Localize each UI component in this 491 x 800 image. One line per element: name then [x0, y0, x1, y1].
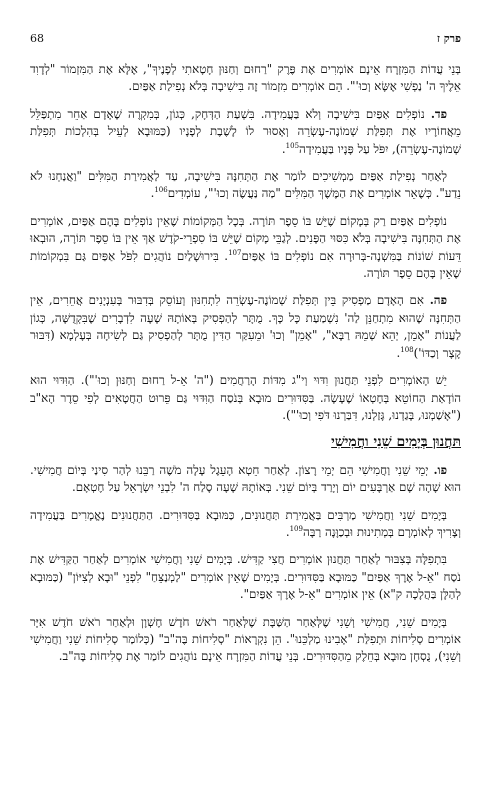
footnote-ref: 106: [154, 186, 168, 195]
paragraph-text: בְּיָמִים שֵׁנִי וַחֲמִישִׁי מַרְבִּים בַּאֲמִירַת תַּחֲנוּנִים, כַּמּוּבָא בַּסִּדּוּרִים. הַתַּחֲנוּנִים נֶאֱמָרִים בַּעֲמִידָה וְצָרִיךְ לְאוֹמְרָם בְּמְתִינוּת וּבְכַוָּנָה רַבָּה: [30, 507, 461, 539]
paragraph-text: בְּיָמִים שֵׁנִי, חֲמִישִׁי וְשֵׁנִי שֶׁלְּאַחַר הַשַּׁבָּת שֶׁלְּאַחַר רֹאשׁ חֹדֶשׁ חֶשְׁוָן וּלְאַחַר רֹאשׁ חֹדֶשׁ אִיָּר אוֹמְרִים סְלִיחוֹת וּתְפִלַּת "אָבִינוּ מַלְכֵּנוּ". הֵן נִקְרָאוֹת "סְלִיחוֹת בֶּה"ב" (כְּלוֹמַר סְלִיחוֹת שֵׁנִי וַחֲמִישִׁי וְשֵׁנִי), נֻסְחָן מוּבָא בְּחֵלֶק מֵהַסִּדּוּרִים. בְּנֵי עֲדוֹת הַמִּזְרָח אֵינָם נוֹהֲגִים לוֹמַר אֶת סְלִיחוֹת בֶּה"ב.: [30, 614, 461, 664]
paragraph-text: נוֹפְלִים אַפַּיִם רַק בְּמָקוֹם שֶׁיֵּשׁ בּוֹ סֵפֶר תּוֹרָה. בְּכָל הַמְּקוֹמוֹת שֶׁאֵין נוֹפְלִים בָּהֶם אַפַּיִם, אוֹמְרִים אֶת הַתְּחִנָּה בִּישִׁיבָה בְּלֹא כִּסּוּי הַפָּנִים. לְגַבֵּי מָקוֹם שֶׁיֵּשׁ בּוֹ סִפְרֵי-קֹדֶשׁ אַךְ אֵין בּוֹ סֵפֶר תּוֹרָה, הוּבְאוּ דֵּעוֹת שׁוֹנוֹת בַּמִּשְׁנָה-בְּרוּרָה אִם נוֹפְלִים בּוֹ אַפַּיִם: [30, 213, 461, 263]
footnote-ref: 109: [289, 525, 303, 534]
footnote-ref: 105: [285, 141, 300, 150]
paragraph: [30, 61, 461, 96]
paragraph: לְאַחַר נְפִילַת אַפַּיִם מַמְשִׁיכִים לוֹמַר אֶת הַתְּחִנָּה בִּישִׁיבָה, עַד לַאֲמִירַת הַמִּלִּים "וַאֲנַחְנוּ לֹא נֵדַע". כְּשֶׁאֵר אוֹמְרִים אֶת הַמֶּשֶׁךְ הַמִּלִּים "מַה נַּעֲשֶׂה וְכוּ'", עוֹמְדִים$^{106}$.: [30, 169, 461, 201]
paragraph-text: יְמֵי שֵׁנִי וַחֲמִישִׁי הֵם יְמֵי רָצוֹן. לְאַחַר חֵטְא הָעֵגֶל עָלָה מֹשֶׁה רַבֵּנוּ לְהַר סִינַי בְּיוֹם חֲמִישִׁי. הוּא שָׁהָה שָׁם אַרְבָּעִים יוֹם וְיָרַד בְּיוֹם שֵׁנִי. בְּאוֹתָהּ שָׁעָה סָלַח ה' לִבְנֵי יִשְׂרָאֵל עַל חֶטְאָם.: [30, 462, 461, 495]
body-text: [30, 61, 461, 666]
paragraph: [30, 614, 461, 666]
halakha-number: פה.: [429, 293, 447, 308]
paragraph-text: בְּנֵי עֲדוֹת הַמִּזְרָח אֵינָם אוֹמְרִים אֶת פֶּרֶק "רַחוּם וְחַנּוּן חָטָאתִי לְפָנֶיךָ", אֶלָּא אֶת הַמִּזְמוֹר "לְדָוִד אֵלֶיךָ ה' נַפְשִׁי אֶשָּׂא וְכוּ'". הֵם אוֹמְרִים מִזְמוֹר זֶה בִּישִׁיבָה בְּלֹא נְפִילַת אַפַּיִם.: [30, 62, 461, 94]
paragraph-text: בִּתְפִלָּה בְּצִבּוּר לְאַחַר תַּחֲנוּן אוֹמְרִים חֲצִי קַדִּישׁ. בְּיָמִים שֵׁנִי וַחֲמִישִׁי אוֹמְרִים לְאַחַר הַקַּדִּישׁ אֶת נֹסַח "אֵ-ל אֶרֶךְ אַפַּיִם" כַּמּוּבָא בַּסִּדּוּרִים. בְּיָמִים שֶׁאֵין אוֹמְרִים "לַמְנַצֵּחַ" לִפְנֵי "וּבָא לְצִיּוֹן" (כַּמּוּבָא לְהַלָּן בַּהֲלָכָה ק"א) אֵין אוֹמְרִים "אֵ-ל אֶרֶךְ אַפַּיִם".: [30, 552, 461, 602]
halakha-number: פו.: [433, 462, 447, 477]
paragraph-text: יֵשׁ הָאוֹמְרִים לִפְנֵי תַּחֲנוּן וִדּוּי וְי"ג מִדּוֹת הָרַחֲמִים ("ה' אֵ-ל רַחוּם וְחַנּוּן וְכוּ'"). הַוִּדּוּי הוּא הוֹדָאַת הַחוֹטֵא בְּחֶטְאוֹ שֶׁעָשָׂה. בַּסִּדּוּרִים מוּבָא בְּנֹסַח הַוִּדּוּי גַּם פֵּרוּט הַחֲטָאִים לְפִי סֵדֶר הָא"ב ("אָשַׁמְנוּ, בָּגַדְנוּ, גָּזַלְנוּ, דִּבַּרְנוּ דֹּפִי וְכוּ'").: [30, 373, 461, 422]
footnote-ref: 107: [228, 248, 242, 257]
section-heading: תַּחֲנוּן בְּיָמִים שֵׁנִי וַחֲמִישִׁי: [331, 434, 461, 451]
paragraph: בְּיָמִים שֵׁנִי וַחֲמִישִׁי מַרְבִּים בַּאֲמִירַת תַּחֲנוּנִים, כַּמּוּבָא בַּסִּדּוּרִים. הַתַּחֲנוּנִים נֶאֱמָרִים בַּעֲמִידָה וְצָרִיךְ לְאוֹמְרָם בְּמְתִינוּת וּבְכַוָּנָה רַבָּה$^{109}$.: [30, 507, 461, 539]
paragraph: פד. נוֹפְלִים אַפַּיִם בִּישִׁיבָה וְלֹא בַּעֲמִידָה. בִּשְׁעַת הַדְּחָק, כְּגוֹן, בְּמִקְרֶה שֶׁאָדָם אַחֵר מִתְפַּלֵּל מֵאֲחוֹרָיו אֶת תְּפִלַּת שְׁמוֹנֶה-עֶשְׂרֵה וְאָסוּר לוֹ לָשֶׁבֶת לְפָנָיו (כַּמּוּבָא לְעֵיל בְּהִלְכוֹת תְּפִלַּת שְׁמוֹנֶה-עֶשְׂרֵה), יִפֹּל עַל פָּנָיו בַּעֲמִידָה$^{105}$.: [30, 106, 461, 156]
halakha-number: פד.: [430, 106, 448, 121]
paragraph-text: נוֹפְלִים אַפַּיִם בִּישִׁיבָה וְלֹא בַּעֲמִידָה. בִּשְׁעַת הַדְּחָק, כְּגוֹן, בְּמִקְרֶה שֶׁאָדָם אַחֵר מִתְפַּלֵּל מֵאֲחוֹרָיו אֶת תְּפִלַּת שְׁמוֹנֶה-עֶשְׂרֵה וְאָסוּר לוֹ לָשֶׁבֶת לְפָנָיו (כַּמּוּבָא לְעֵיל בְּהִלְכוֹת תְּפִלַּת שְׁמוֹנֶה-עֶשְׂרֵה), יִפֹּל עַל פָּנָיו בַּעֲמִידָה: [30, 106, 461, 156]
paragraph: [30, 462, 461, 497]
running-head: [30, 32, 461, 45]
paragraph-text: . בִּירוּשָׁלַיִם נוֹהֲגִים לִפֹּל אַפַּיִם גַּם בִּמְקוֹמוֹת שֶׁאֵין בָּהֶם סֵפֶר תּוֹרָה.: [30, 248, 461, 281]
paragraph-text: לְאַחַר נְפִילַת אַפַּיִם מַמְשִׁיכִים לוֹמַר אֶת הַתְּחִנָּה בִּישִׁיבָה, עַד לַאֲמִירַת הַמִּלִּים "וַאֲנַחְנוּ לֹא נֵדַע". כְּשֶׁאֵר אוֹמְרִים אֶת הַמֶּשֶׁךְ הַמִּלִּים "מַה נַּעֲשֶׂה וְכוּ'", עוֹמְדִים: [30, 169, 461, 201]
paragraph: [30, 551, 461, 603]
chapter-title: פרק ז: [436, 32, 461, 45]
paragraph: [30, 213, 461, 283]
paragraph-text: אִם הָאָדָם מַפְסִיק בֵּין תְּפִלַּת שְׁמוֹנֶה-עֶשְׂרֵה לִתְחִנּוּן וְעוֹסֵק בְּדִבּוּר בְּעִנְיָנִים אֲחֵרִים, אֵין הַתְּחִנָּה שֶׁהוּא מִתְחַנֵּן לַה' נִשְׁמַעַת כָּל כָּךְ. מֻתָּר לְהַפְסִיק בְּאוֹתָהּ שָׁעָה לִדְבָרִים שֶׁבִּקְדֻשָּׁה, כְּגוֹן לַעֲנוֹת "אָמֵן, יְהֵא שְׁמֵהּ רַבָּא", "אָמֵן" וְכוּ' וּמֵעִקַּר הַדִּין מֻתָּר לְהַפְסִיק גַּם לְשִׂיחָה בְּעָלְמָא (דִּבּוּר קָצָר וְכַדּוֹ'): [30, 293, 461, 360]
paragraph: פה. אִם הָאָדָם מַפְסִיק בֵּין תְּפִלַּת שְׁמוֹנֶה-עֶשְׂרֵה לִתְחִנּוּן וְעוֹסֵק בְּדִבּוּר בְּעִנְיָנִים אֲחֵרִים, אֵין הַתְּחִנָּה שֶׁהוּא מִתְחַנֵּן לַה' נִשְׁמַעַת כָּל כָּךְ. מֻתָּר לְהַפְסִיק בְּאוֹתָהּ שָׁעָה לִדְבָרִים שֶׁבִּקְדֻשָּׁה, כְּגוֹן לַעֲנוֹת "אָמֵן, יְהֵא שְׁמֵהּ רַבָּא", "אָמֵן" וְכוּ' וּמֵעִקַּר הַדִּין מֻתָּר לְהַפְסִיק גַּם לְשִׂיחָה בְּעָלְמָא (דִּבּוּר קָצָר וְכַדּוֹ')$^{108}$.: [30, 293, 461, 360]
footnote-ref: 108: [400, 345, 414, 354]
page-number: 68: [30, 32, 44, 45]
paragraph: [30, 372, 461, 424]
